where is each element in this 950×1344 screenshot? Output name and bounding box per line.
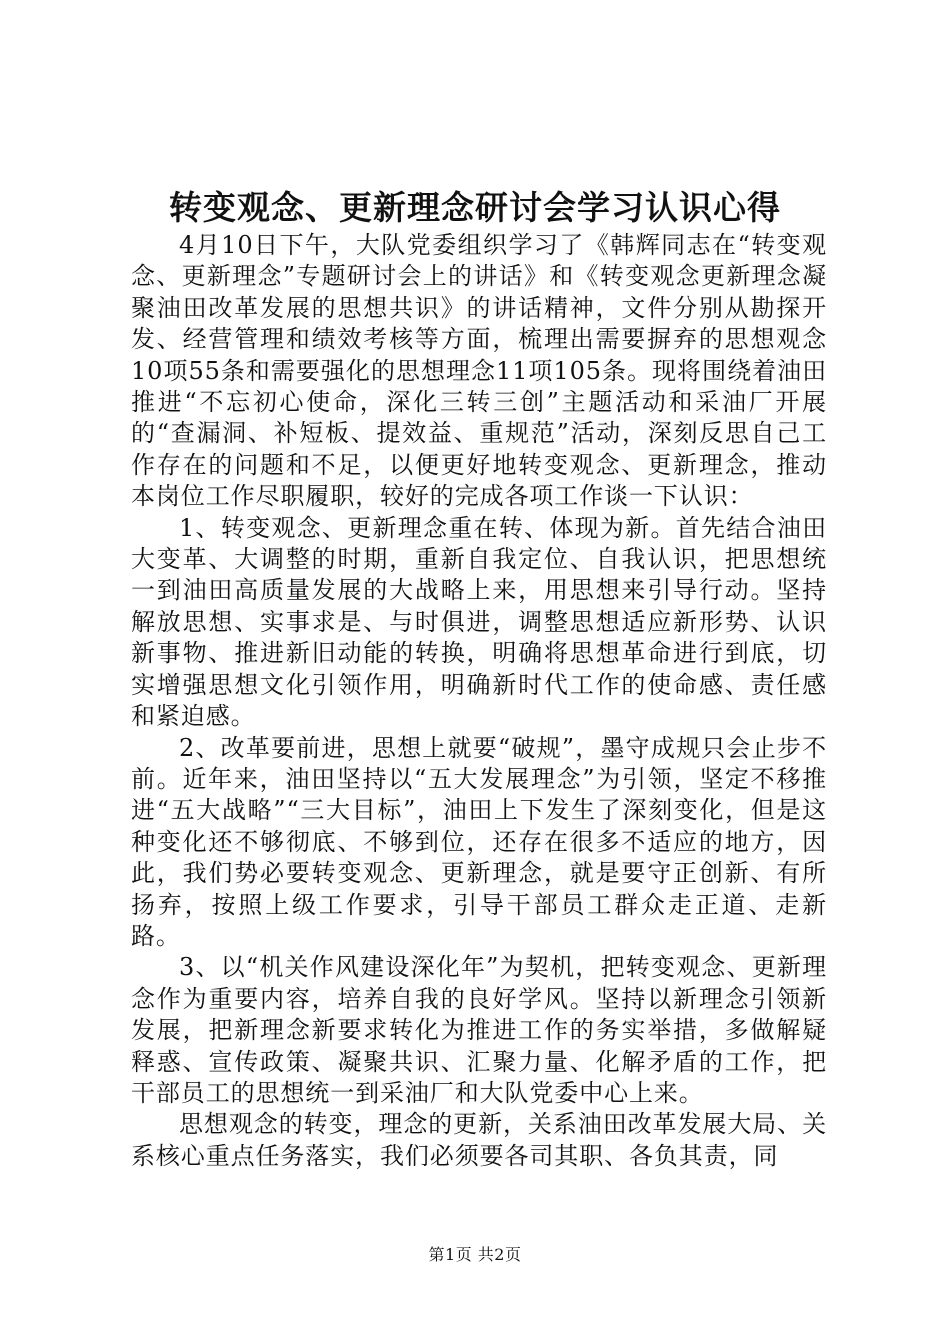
paragraph-conclusion: 思想观念的转变，理念的更新，关系油田改革发展大局、关系核心重点任务落实，我们必须要各司其职、各负其责，同: [131, 1110, 827, 1170]
paragraph-intro: 4月10日下午，大队党委组织学习了《韩辉同志在“转变观念、更新理念”专题研讨会上的讲话》和《转变观念更新理念凝聚油田改革发展的思想共识》的讲话精神，文件分别从勘探开发、经营管理和绩效考核等方面，梳理出需要摒弃的思想观念10项55条和需要强化的思想理念11项105条。现将围绕着油田推进“不忘初心使命，深化三转三创”主题活动和采油厂开展的“查漏洞、补短板、提效益、重规范”活动，深刻反思自己工作存在的问题和不足，以便更好地转变观念、更新理念，推动本岗位工作尽职履职，较好的完成各项工作谈一下认识：: [131, 231, 827, 511]
page-footer: 第1页 共2页: [428, 1245, 522, 1264]
paragraph-point-2: 2、改革要前进，思想上就要“破规”，墨守成规只会止步不前。近年来，油田坚持以“五大发展理念”为引领，坚定不移推进“五大战略”“三大目标”，油田上下发生了深刻变化，但是这种变化还不够彻底、不够到位，还存在很多不适应的地方，因此，我们势必要转变观念、更新理念，就是要守正创新、有所扬弃，按照上级工作要求，引导干部员工群众走正道、走新路。: [131, 733, 827, 950]
document-body: [131, 230, 827, 1172]
document-title: 转变观念、更新理念研讨会学习认识心得: [169, 188, 781, 227]
paragraph-point-3: 3、以“机关作风建设深化年”为契机，把转变观念、更新理念作为重要内容，培养自我的良好学风。坚持以新理念引领新发展，把新理念新要求转化为推进工作的务实举措，多做解疑释惑、宣传政策、凝聚共识、汇聚力量、化解矛盾的工作，把干部员工的思想统一到采油厂和大队党委中心上来。: [131, 953, 827, 1107]
paragraph-point-1: 1、转变观念、更新理念重在转、体现为新。首先结合油田大变革、大调整的时期，重新自我定位、自我认识，把思想统一到油田高质量发展的大战略上来，用思想来引导行动。坚持解放思想、实事求是、与时俱进，调整思想适应新形势、认识新事物、推进新旧动能的转换，明确将思想革命进行到底，切实增强思想文化引领作用，明确新时代工作的使命感、责任感和紧迫感。: [131, 513, 827, 731]
